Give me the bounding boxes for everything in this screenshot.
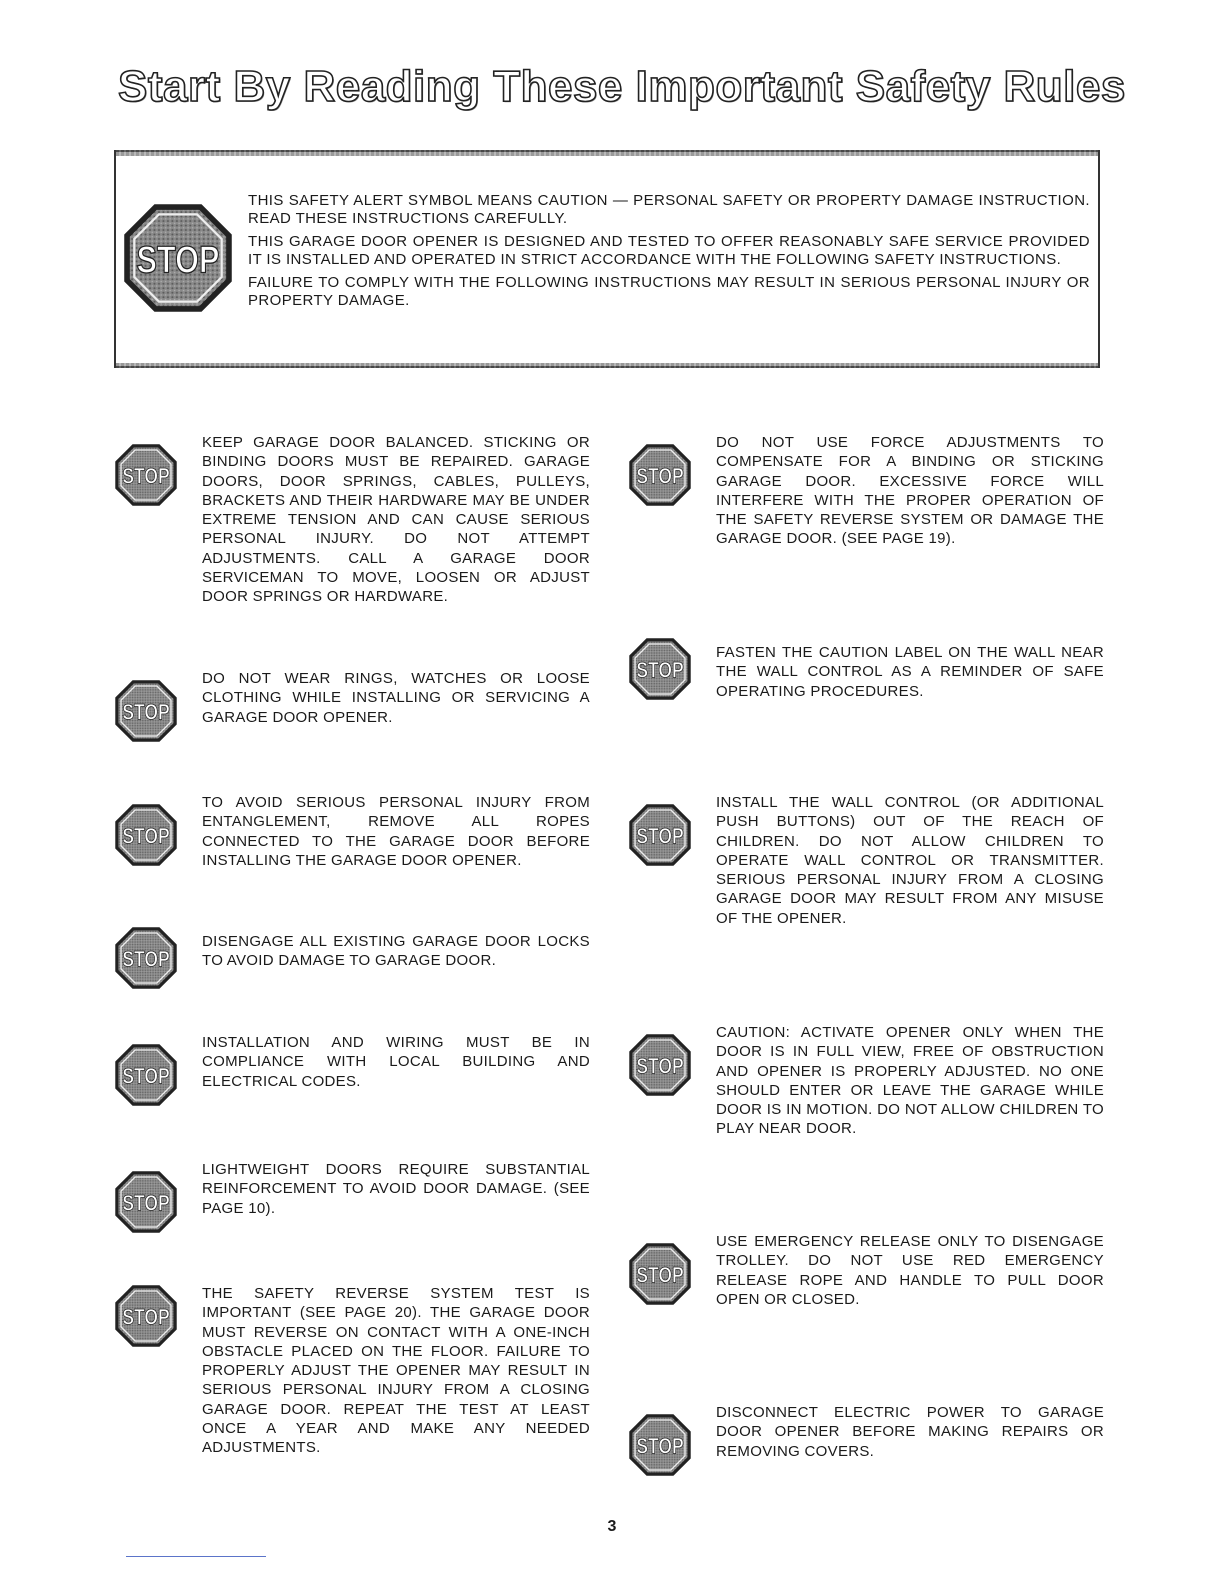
stop-sign-icon bbox=[628, 1033, 692, 1097]
stop-sign-icon bbox=[122, 202, 234, 314]
stop-sign-icon bbox=[114, 926, 178, 990]
safety-rule-text: INSTALL THE WALL CONTROL (OR ADDITIONAL PUSH BUTTONS) OUT OF THE REACH OF CHILDREN. DO NOT ALLOW CHILDREN TO OPERATE WALL CONTROL OR TRANSMITTER. SERIOUS PERSONAL INJURY FROM A CLOSING GARAGE DOOR MAY RESULT FROM ANY MISUSE OF THE OPENER. bbox=[716, 794, 1104, 927]
safety-rule-text: DO NOT USE FORCE ADJUSTMENTS TO COMPENSATE FOR A BINDING OR STICKING GARAGE DOOR. EXCESSIVE FORCE WILL INTERFERE WITH THE PROPER OPERATION OF THE SAFETY REVERSE SYSTEM OR DAMAGE THE GARAGE DOOR. (SEE PAGE 19). bbox=[716, 434, 1104, 548]
safety-rule-text: FASTEN THE CAUTION LABEL ON THE WALL NEAR THE WALL CONTROL AS A REMINDER OF SAFE OPERATING PROCEDURES. bbox=[716, 644, 1104, 700]
page-number: 3 bbox=[607, 1518, 617, 1535]
footer-line bbox=[126, 1556, 266, 1557]
safety-rule-text: TO AVOID SERIOUS PERSONAL INJURY FROM ENTANGLEMENT, REMOVE ALL ROPES CONNECTED TO THE GARAGE DOOR BEFORE INSTALLING THE GARAGE DOOR OPENER. bbox=[202, 794, 590, 869]
stop-sign-icon bbox=[628, 443, 692, 507]
intro-box bbox=[114, 150, 1100, 368]
safety-rule-text: CAUTION: ACTIVATE OPENER ONLY WHEN THE DOOR IS IN FULL VIEW, FREE OF OBSTRUCTION AND OPENER IS PROPERLY ADJUSTED. NO ONE SHOULD ENTER OR LEAVE THE GARAGE WHILE DOOR IS IN MOTION. DO NOT ALLOW CHILDREN TO PLAY NEAR DOOR. bbox=[716, 1024, 1104, 1138]
safety-rule-text: KEEP GARAGE DOOR BALANCED. STICKING OR BINDING DOORS MUST BE REPAIRED. GARAGE DOORS, DOOR SPRINGS, CABLES, PULLEYS, BRACKETS AND THEIR HARDWARE MAY BE UNDER EXTREME TENSION AND CAN CAUSE SERIOUS PERSONAL INJURY. DO NOT ATTEMPT ADJUSTMENTS. CALL A GARAGE DOOR SERVICEMAN TO MOVE, LOOSEN OR ADJUST DOOR SPRINGS OR HARDWARE. bbox=[202, 434, 590, 606]
intro-box-top-border bbox=[116, 150, 1098, 156]
intro-paragraph: THIS GARAGE DOOR OPENER IS DESIGNED AND TESTED TO OFFER REASONABLY SAFE SERVICE PROVIDED IT IS INSTALLED AND OPERATED IN STRICT ACCORDANCE WITH THE FOLLOWING SAFETY INSTRUCTIONS. bbox=[248, 233, 1090, 268]
stop-sign-icon bbox=[114, 443, 178, 507]
intro-paragraph: THIS SAFETY ALERT SYMBOL MEANS CAUTION — PERSONAL SAFETY OR PROPERTY DAMAGE INSTRUCTION. READ THESE INSTRUCTIONS CAREFULLY. bbox=[248, 192, 1090, 227]
safety-rule-text: DISENGAGE ALL EXISTING GARAGE DOOR LOCKS TO AVOID DAMAGE TO GARAGE DOOR. bbox=[202, 933, 590, 970]
stop-sign-icon bbox=[114, 803, 178, 867]
stop-sign-icon bbox=[628, 1242, 692, 1306]
safety-rule-text: LIGHTWEIGHT DOORS REQUIRE SUBSTANTIAL REINFORCEMENT TO AVOID DOOR DAMAGE. (SEE PAGE 10). bbox=[202, 1161, 590, 1217]
stop-sign-icon bbox=[114, 679, 178, 743]
safety-rule-text: DO NOT WEAR RINGS, WATCHES OR LOOSE CLOTHING WHILE INSTALLING OR SERVICING A GARAGE DOOR OPENER. bbox=[202, 670, 590, 726]
page-title: Start By Reading These Important Safety Rules bbox=[118, 62, 1126, 111]
stop-sign-icon bbox=[628, 1413, 692, 1477]
intro-paragraph: FAILURE TO COMPLY WITH THE FOLLOWING INSTRUCTIONS MAY RESULT IN SERIOUS PERSONAL INJURY OR PROPERTY DAMAGE. bbox=[248, 274, 1090, 309]
intro-box-bottom-border bbox=[116, 363, 1098, 368]
stop-sign-icon bbox=[628, 637, 692, 701]
stop-sign-icon bbox=[114, 1170, 178, 1234]
safety-rule-text: THE SAFETY REVERSE SYSTEM TEST IS IMPORTANT (SEE PAGE 20). THE GARAGE DOOR MUST REVERSE ON CONTACT WITH A ONE-INCH OBSTACLE PLACED ON THE FLOOR. FAILURE TO PROPERLY ADJUST THE OPENER MAY RESULT IN SERIOUS PERSONAL INJURY FROM A CLOSING GARAGE DOOR. REPEAT THE TEST AT LEAST ONCE A YEAR AND MAKE ANY NEEDED ADJUSTMENTS. bbox=[202, 1285, 590, 1457]
intro-text bbox=[248, 192, 1090, 315]
stop-sign-icon bbox=[628, 803, 692, 867]
safety-rule-text: INSTALLATION AND WIRING MUST BE IN COMPLIANCE WITH LOCAL BUILDING AND ELECTRICAL CODES. bbox=[202, 1034, 590, 1090]
safety-rule-text: DISCONNECT ELECTRIC POWER TO GARAGE DOOR OPENER BEFORE MAKING REPAIRS OR REMOVING COVERS. bbox=[716, 1404, 1104, 1460]
stop-sign-icon bbox=[114, 1284, 178, 1348]
safety-rule-text: USE EMERGENCY RELEASE ONLY TO DISENGAGE TROLLEY. DO NOT USE RED EMERGENCY RELEASE ROPE AND HANDLE TO PULL DOOR OPEN OR CLOSED. bbox=[716, 1233, 1104, 1308]
stop-sign-icon bbox=[114, 1043, 178, 1107]
